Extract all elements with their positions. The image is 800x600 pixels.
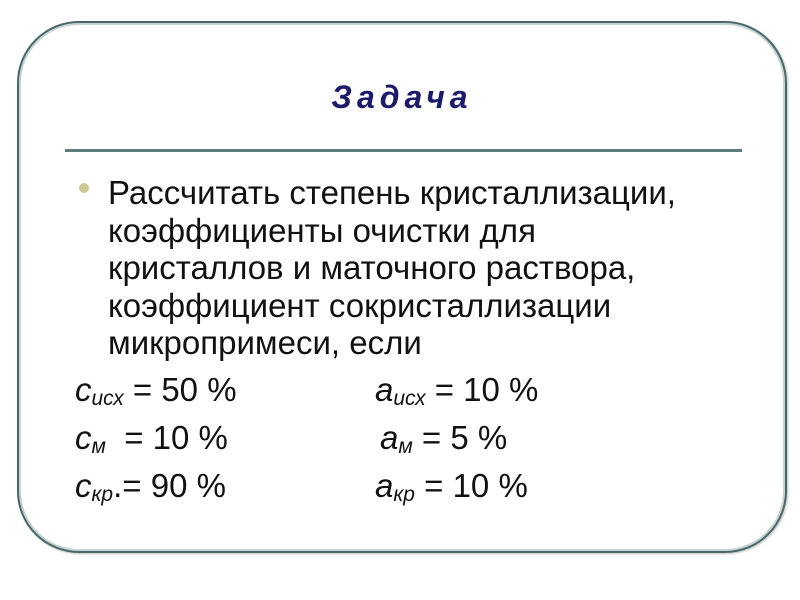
condition-symbol: а — [375, 371, 394, 408]
condition-a-crystals — [375, 466, 528, 506]
task-statement-line-2: коэффициенты очистки для — [108, 211, 536, 249]
condition-value: = 10 % — [425, 371, 539, 408]
task-statement-line-4: коэффициент сокристаллизации — [108, 286, 612, 324]
condition-subscript: кр — [91, 483, 114, 506]
slide-title: Задача — [331, 79, 473, 115]
condition-subscript: исх — [91, 387, 124, 410]
condition-subscript: кр — [393, 483, 415, 506]
task-statement-line-3: кристаллов и маточного раствора, — [108, 249, 636, 286]
condition-subscript: м — [398, 435, 413, 458]
condition-symbol: а — [380, 419, 399, 456]
condition-symbol: с — [75, 371, 92, 408]
task-statement — [108, 174, 676, 362]
condition-subscript: м — [91, 435, 106, 458]
condition-a-initial — [375, 370, 538, 410]
condition-symbol: с — [75, 419, 92, 456]
bullet-dot-icon — [79, 183, 89, 193]
condition-symbol: с — [75, 467, 92, 504]
condition-value: = 50 % — [123, 371, 237, 408]
condition-c-initial — [75, 370, 237, 410]
condition-value: = 10 % — [414, 467, 528, 504]
condition-value: .= 90 % — [113, 467, 226, 504]
condition-c-crystals — [75, 466, 226, 506]
condition-value: = 5 % — [412, 419, 508, 456]
condition-value: = 10 % — [105, 419, 228, 456]
title-divider — [65, 149, 742, 152]
condition-subscript: исх — [393, 387, 426, 410]
condition-symbol: а — [375, 467, 394, 504]
condition-a-mother-liquor — [380, 418, 507, 458]
condition-c-mother-liquor — [75, 418, 228, 458]
task-statement-line-1: Рассчитать степень кристаллизации, — [108, 174, 676, 211]
task-statement-line-5: микропримеси, если — [108, 324, 422, 361]
